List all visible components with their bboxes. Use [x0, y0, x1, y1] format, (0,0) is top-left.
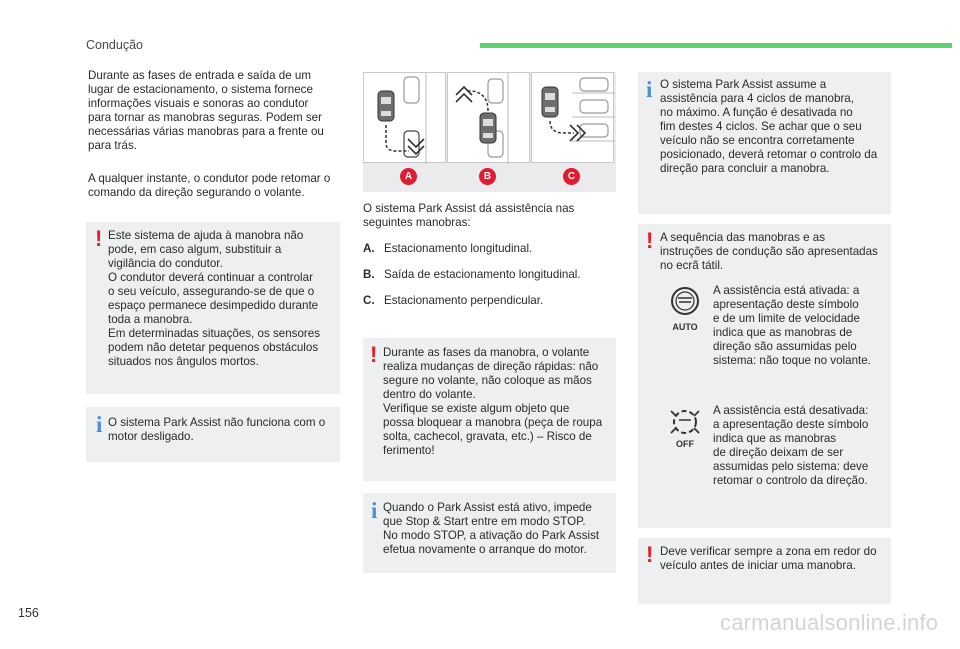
- info-icon: i: [371, 498, 378, 523]
- label-badge-c: C: [563, 168, 580, 185]
- info-text: O sistema Park Assist não funciona com o motor desligado.: [108, 416, 326, 443]
- info-icon: i: [646, 77, 653, 102]
- panel-perpendicular-parking: [531, 72, 614, 163]
- warning-icon: !: [646, 542, 654, 567]
- info-text: Quando o Park Assist está ativo, impede que Stop & Start entre em modo STOP. No modo STOP, a ativação do Park Assist efetua novamente o arranque do motor.: [383, 501, 600, 556]
- control-paragraph: A qualquer instante, o condutor pode retomar o comando da direção segurando o volante.: [88, 172, 331, 199]
- warning-box-steering-wheel: [363, 338, 616, 481]
- info-text: O sistema Park Assist assume a assistência para 4 ciclos de manobra, no máximo. A função é desativada no fim destes 4 ciclos. Se achar que o seu veículo não se encontra corretamente posicionado, deverá retomar o controlo da direção para concluir a manobra.: [660, 78, 878, 175]
- off-label: OFF: [676, 439, 694, 449]
- warning-box-touchscreen: [638, 224, 891, 528]
- list-key: C.: [363, 294, 375, 307]
- warning-box-driver-vigilance: [86, 222, 340, 394]
- warning-box-check-surroundings: [638, 538, 891, 604]
- list-key: B.: [363, 268, 375, 281]
- warning-text: Durante as fases da manobra, o volante realiza mudanças de direção rápidas: não segure no volante, não coloque as mãos dentro do volante. Verifique se existe algum objeto que possa bloquear a manobra (peça de roupa solta, cachecol, gravata, etc.) – Risco de ferimento!: [383, 346, 603, 457]
- list-text: Estacionamento perpendicular.: [384, 294, 544, 307]
- info-icon: i: [96, 412, 103, 437]
- info-box-manoeuvre-cycles: [638, 72, 891, 214]
- perpendicular-parking-illustration: [532, 73, 615, 164]
- page-number: 156: [18, 606, 39, 620]
- info-box-engine-off: [86, 407, 340, 462]
- watermark: carmanualsonline.info: [720, 610, 939, 635]
- manoeuvre-diagram: [363, 72, 616, 192]
- warning-text: Deve verificar sempre a zona em redor do veículo antes de iniciar uma manobra.: [660, 545, 877, 572]
- warning-text: Este sistema de ajuda à manobra não pode, em caso algum, substituir a vigilância do condutor. O condutor deverá continuar a controlar o seu veículo, assegurando-se de que o espaço permanece desimpedido durante toda a manobra. Em determinadas situações, os sensores podem não detetar pequenos obstáculos situados nos ângulos mortos.: [108, 229, 321, 368]
- intro-paragraph: Durante as fases de entrada e saída de um lugar de estacionamento, o sistema fornece informações visuais e sonoras ao condutor para tornar as manobras seguras. Podem ser necessárias várias manobras para a frente ou para trás.: [88, 69, 324, 152]
- section-divider: [480, 43, 952, 48]
- off-description: A assistência está desativada: a apresentação deste símbolo indica que as manobras de direção deixam de ser assumidas pelo sistema: deve retomar o controlo da direção.: [713, 404, 869, 487]
- warning-text: A sequência das manobras e as instruções de condução são apresentadas no ecrã tátil.: [660, 231, 878, 272]
- warning-icon: !: [370, 342, 378, 367]
- list-text: Saída de estacionamento longitudinal.: [384, 268, 581, 281]
- steering-wheel-auto-icon: [668, 286, 702, 316]
- panel-parallel-parking: [363, 72, 446, 163]
- parallel-parking-illustration: [364, 73, 447, 164]
- auto-label: AUTO: [672, 322, 698, 332]
- label-badge-b: B: [479, 168, 496, 185]
- manoeuvres-intro: O sistema Park Assist dá assistência nas seguintes manobras:: [363, 202, 575, 229]
- panel-exit-parking: [447, 72, 530, 163]
- auto-description: A assistência está ativada: a apresentação deste símbolo e de um limite de velocidade indica que as manobras de direção são assumidas pelo sistema: não toque no volante.: [713, 284, 871, 367]
- warning-icon: !: [95, 226, 103, 251]
- exit-parking-illustration: [448, 73, 531, 164]
- warning-icon: !: [646, 228, 654, 253]
- steering-wheel-off-icon: [668, 407, 702, 437]
- list-key: A.: [363, 242, 375, 255]
- list-text: Estacionamento longitudinal.: [384, 242, 533, 255]
- section-title: Condução: [86, 38, 143, 52]
- info-box-stop-start: [363, 493, 616, 573]
- label-badge-a: A: [400, 168, 417, 185]
